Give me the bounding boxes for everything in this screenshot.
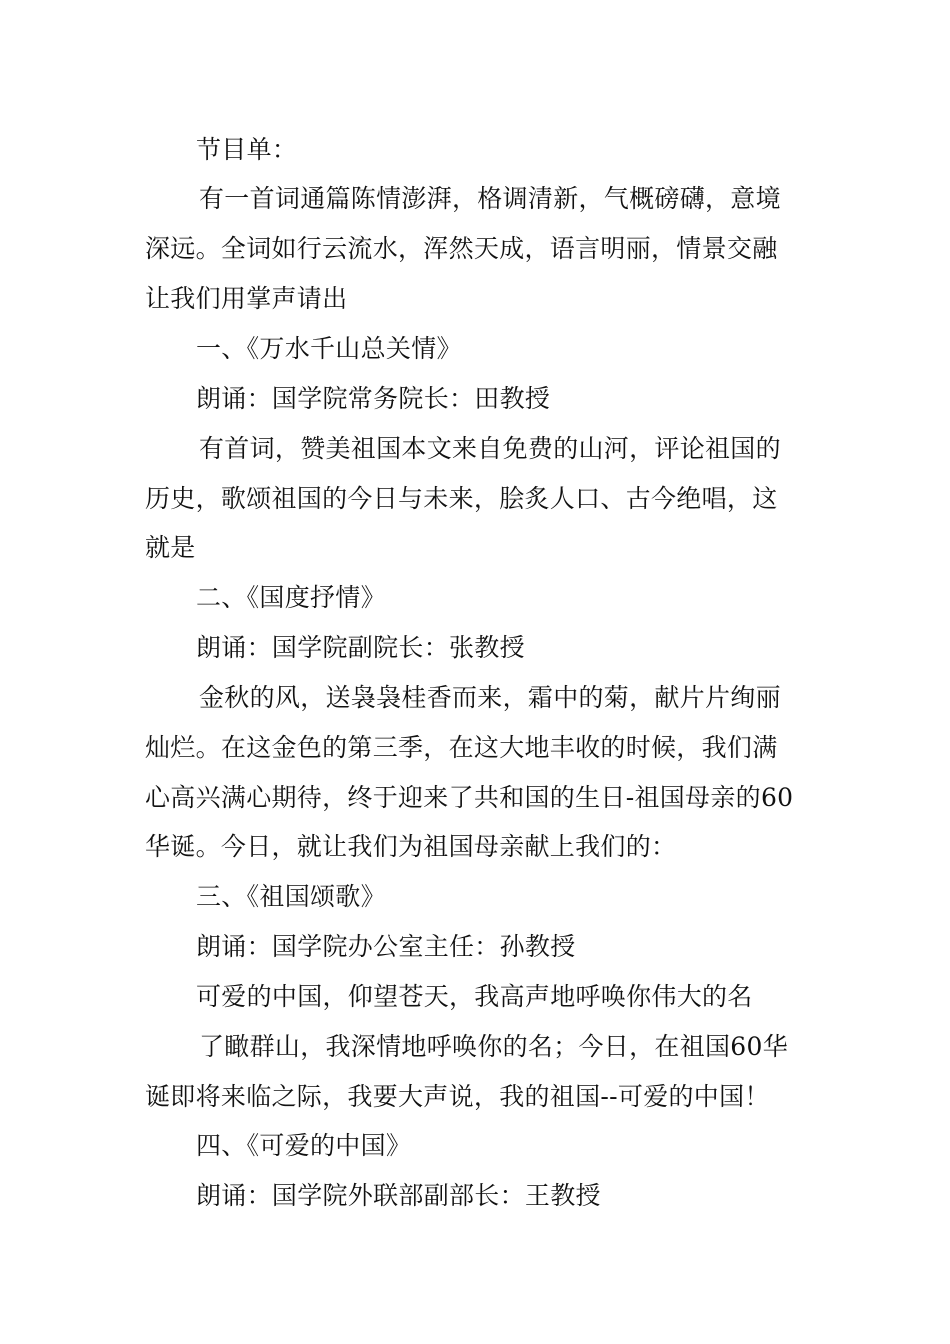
paragraph-line: 诞即将来临之际，我要大声说，我的祖国--可爱的中国！	[145, 1082, 770, 1111]
paragraph-line: 就是	[145, 533, 196, 562]
paragraph-line: 华诞。今日，就让我们为祖国母亲献上我们的：	[145, 832, 677, 861]
paragraph-line: 深远。全词如行云流水，浑然天成，语言明丽，情景交融	[145, 234, 778, 263]
reciter-line: 朗诵：国学院常务院长：田教授	[196, 384, 551, 413]
reciter-line: 朗诵：国学院副院长：张教授	[196, 633, 525, 662]
paragraph-line: 金秋的风，送袅袅桂香而来，霜中的菊，献片片绚丽	[199, 683, 781, 712]
paragraph-line: 灿烂。在这金色的第三季，在这大地丰收的时候，我们满	[145, 733, 778, 762]
paragraph-line: 了瞰群山，我深情地呼唤你的名；今日，在祖国60华	[199, 1032, 789, 1061]
paragraph-line: 可爱的中国，仰望苍天，我高声地呼唤你伟大的名	[196, 982, 753, 1011]
paragraph-line: 有一首词通篇陈情澎湃，格调清新，气概磅礴，意境	[199, 184, 781, 213]
program-item-title: 三、《祖国颂歌》	[196, 882, 386, 911]
program-heading: 节目单：	[196, 135, 298, 164]
program-item-title: 一、《万水千山总关情》	[196, 334, 462, 363]
reciter-line: 朗诵：国学院外联部副部长：王教授	[196, 1181, 601, 1210]
paragraph-line: 历史，歌颂祖国的今日与未来，脍炙人口、古今绝唱，这	[145, 484, 778, 513]
paragraph-line: 让我们用掌声请出	[145, 284, 348, 313]
program-item-title: 四、《可爱的中国》	[196, 1131, 412, 1160]
paragraph-line: 心高兴满心期待，终于迎来了共和国的生日-祖国母亲的60	[145, 783, 794, 812]
paragraph-line: 有首词，赞美祖国本文来自免费的山河，评论祖国的	[199, 434, 781, 463]
program-item-title: 二、《国度抒情》	[196, 583, 386, 612]
reciter-line: 朗诵：国学院办公室主任：孙教授	[196, 932, 576, 961]
